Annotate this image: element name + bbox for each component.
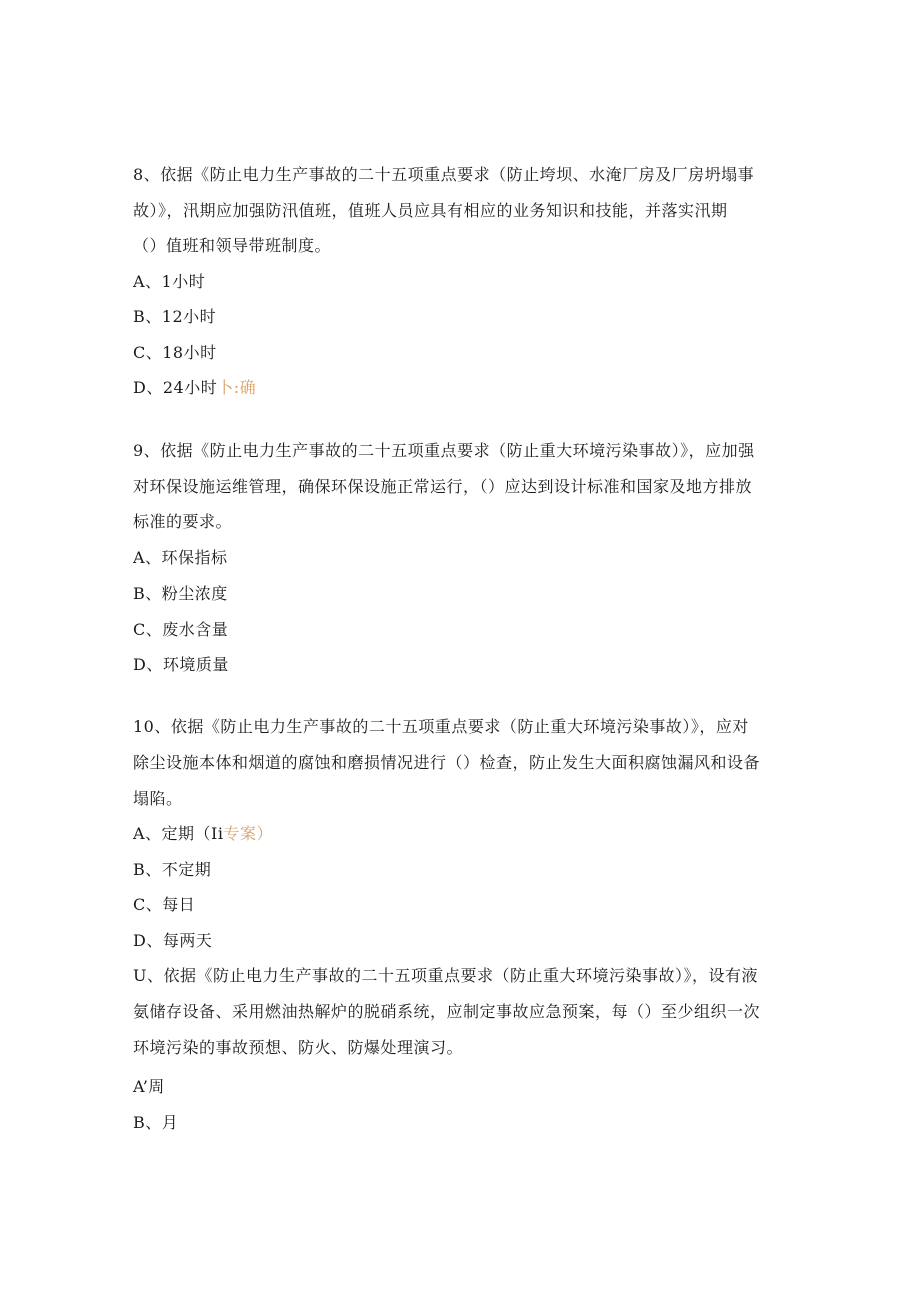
option-text: D、每两天 xyxy=(133,931,213,950)
option-a xyxy=(133,1077,165,1097)
option-text: A’周 xyxy=(133,1077,165,1096)
question-stem-line: 除尘设施本体和烟道的腐蚀和磨损情况进行（）检查，防止发生大面积腐蚀漏风和设备 xyxy=(133,753,761,772)
option-a xyxy=(133,272,205,292)
question-stem-line: 氨储存设备、采用燃油热解炉的脱硝系统，应制定事故应急预案，每（）至少组织一次 xyxy=(133,1002,761,1021)
option-text: A、1小时 xyxy=(133,272,206,291)
option-d xyxy=(133,655,229,675)
question-stem-line: U、依据《防止电力生产事故的二十五项重点要求（防止重大环境污染事故）》，设有液 xyxy=(133,966,758,985)
question-stem-line: （）值班和领导带班制度。 xyxy=(133,236,332,255)
question-stem-line: 8、依据《防止电力生产事故的二十五项重点要求（防止垮坝、水淹厂房及厂房坍塌事 xyxy=(133,165,755,184)
option-d xyxy=(133,931,212,951)
question-stem-line: 标准的要求。 xyxy=(133,512,233,531)
answer-annotation: 专案） xyxy=(223,824,274,843)
option-text: B、不定期 xyxy=(133,860,212,879)
option-b xyxy=(133,1113,178,1133)
option-b xyxy=(133,584,228,604)
option-a xyxy=(133,548,228,568)
question-stem-line: 环境污染的事故预想、防火、防爆处理演习。 xyxy=(133,1038,464,1057)
option-c xyxy=(133,620,228,640)
answer-annotation: 卜:确 xyxy=(217,378,257,397)
question-stem-line: 对环保设施运维管理，确保环保设施正常运行，（）应达到设计标准和国家及地方排放 xyxy=(133,477,753,496)
option-text: D、24小时 xyxy=(133,378,218,397)
question-stem-line: 故）》，汛期应加强防汛值班，值班人员应具有相应的业务知识和技能，并落实汛期 xyxy=(133,201,728,220)
option-text: D、环境质量 xyxy=(133,655,229,674)
option-text: C、废水含量 xyxy=(133,620,229,639)
option-text: C、每日 xyxy=(133,895,196,914)
option-a xyxy=(133,824,273,844)
option-b xyxy=(133,307,216,327)
option-c xyxy=(133,343,217,363)
option-text: B、粉尘浓度 xyxy=(133,584,228,603)
option-b xyxy=(133,860,211,880)
option-text: A、环保指标 xyxy=(133,548,228,567)
option-text: A、定期（Ii xyxy=(133,824,224,843)
option-c xyxy=(133,895,195,915)
option-text: B、月 xyxy=(133,1113,179,1132)
option-text: C、18小时 xyxy=(133,343,217,362)
question-stem-line: 塌陷。 xyxy=(133,789,183,808)
question-stem-line: 10、依据《防止电力生产事故的二十五项重点要求（防止重大环境污染事故）》，应对 xyxy=(133,717,749,736)
question-stem-line: 9、依据《防止电力生产事故的二十五项重点要求（防止重大环境污染事故）》，应加强 xyxy=(133,441,755,460)
option-d xyxy=(133,378,256,398)
option-text: B、12小时 xyxy=(133,307,217,326)
